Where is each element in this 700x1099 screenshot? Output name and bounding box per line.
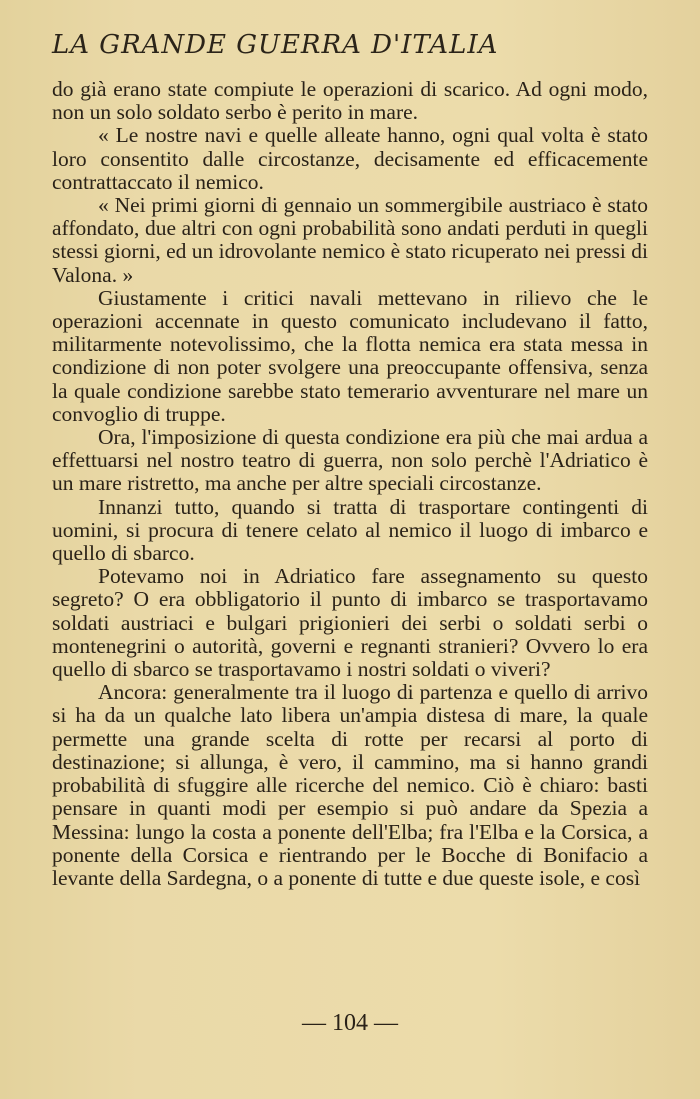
paragraph: « Le nostre navi e quelle alleate hanno, ogni qual volta è stato loro consentito dalle circostanze, decisamente ed efficacemente contrattaccato il nemico.: [52, 123, 648, 194]
paragraph: Innanzi tutto, quando si tratta di trasportare contingenti di uomini, si procura di tenere celato al nemico il luogo di imbarco e quello di sbarco.: [52, 494, 648, 566]
paragraph: Giustamente i critici navali mettevano in rilievo che le operazioni accennate in questo comunicato includevano il fatto, militarmente notevolissimo, che la flotta nemica era stata messa in condizione di non poter svolgere una preoccupante offensiva, senza la quale condizione sarebbe stato temerario avventurare nel mare un convoglio di truppe.: [52, 285, 648, 426]
paragraph: « Nei primi giorni di gennaio un sommergibile austriaco è stato affondato, due altri con ogni probabilità sono andati perduti in quegli stessi giorni, ed un idrovolante nemico è stato ricuperato nei pressi di Valona. »: [52, 193, 648, 287]
paragraph: Ancora: generalmente tra il luogo di partenza e quello di arrivo si ha da un qualche lato libera un'ampia distesa di mare, la quale permette una grande scelta di rotte per recarsi al porto di destinazione; si allunga, è vero, il cammino, ma si hanno grandi probabilità di sfuggire alle ricerche del nemico. Ciò è chiaro: basti pensare in quanti modi per esempio si può andare da Spezia a Messina: lungo la costa a ponente dell'Elba; fra l'Elba e la Corsica, a ponente della Corsica e rientrando per le Bocche di Bonifacio a levante della Sardegna, o a ponente di tutte e due queste isole, e così: [52, 680, 648, 890]
body-text: [52, 78, 648, 890]
paragraph: Ora, l'imposizione di questa condizione era più che mai ardua a effettuarsi nel nostro teatro di guerra, non solo perchè l'Adriatico è un mare ristretto, ma anche per altre speciali circostanze.: [52, 425, 648, 496]
running-title: LA GRANDE GUERRA D'ITALIA: [52, 30, 499, 60]
paragraph: Potevamo noi in Adriatico fare assegnamento su questo segreto? O era obbligatorio il punto di imbarco se trasportavamo soldati austriaci e bulgari prigionieri dei serbi o soldati serbi o montenegrini o autorità, governi e regnanti stranieri? Ovvero lo era quello di sbarco se trasportavamo i nostri soldati o viveri?: [52, 564, 648, 682]
paragraph: do già erano state compiute le operazioni di scarico. Ad ogni modo, non un solo soldato serbo è perito in mare.: [52, 77, 648, 125]
page-number: — 104 —: [302, 1010, 398, 1036]
